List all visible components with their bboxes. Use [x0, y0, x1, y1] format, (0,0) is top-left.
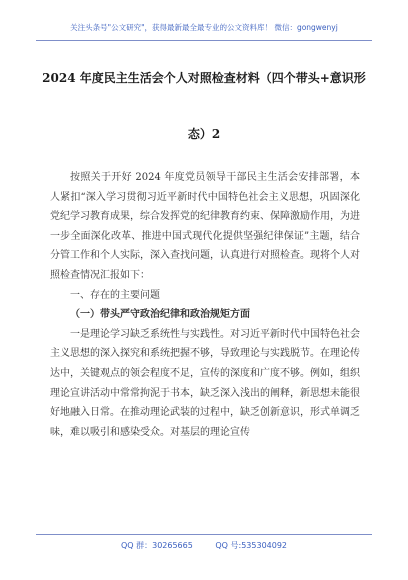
intro-paragraph: 按照关于开好 2024 年度党员领导干部民主生活会安排部署，本人紧扣“深入学习贯彻习近平新时代中国特色社会主义思想，巩固深化党纪学习教育成果，综合发挥党的纪律教育约束、保障激励作用，为进一步全面深化改革、推进中国式现代化提供坚强纪律保证”主题，结合分管工作和个人实际，深入查找问题，认真进行对照检查。现将个人对照检查情况汇报如下：: [50, 172, 360, 281]
header-divider: [36, 40, 372, 41]
footer: [0, 540, 408, 551]
subsection-heading: （一）带头严守政治纪律和政治规矩方面: [70, 309, 250, 321]
header-note: 关注头条号"公文研究"，获得最新最全最专业的公文资料库！ 微信：gongwenyj: [70, 23, 338, 32]
footer-divider: [36, 534, 372, 535]
section-heading: 一、存在的主要问题: [70, 289, 160, 301]
footer-qq-number: QQ 号:535304092: [215, 541, 288, 550]
footer-qq-group: QQ 群：30265665: [120, 541, 193, 550]
document-title-line1: 2024 年度民主生活会个人对照检查材料（四个带头+意识形: [42, 71, 366, 85]
body-paragraph: 一是理论学习缺乏系统性与实践性。对习近平新时代中国特色社会主义思想的深入探究和系统把握不够，导致理论与实践脱节。在理论传达中，关键观点的领会程度不足，宣传的深度和广度不够。例如，组织理论宣讲活动中常常拘泥于书本，缺乏深入浅出的阐释，新思想未能很好地融入日常。在推动理论武装的过程中，缺乏创新意识，形式单调乏味，难以吸引和感染受众。对基层的理论宣传: [50, 328, 360, 438]
document-title-line2: 态）2: [187, 127, 221, 141]
document-body: [50, 168, 360, 442]
